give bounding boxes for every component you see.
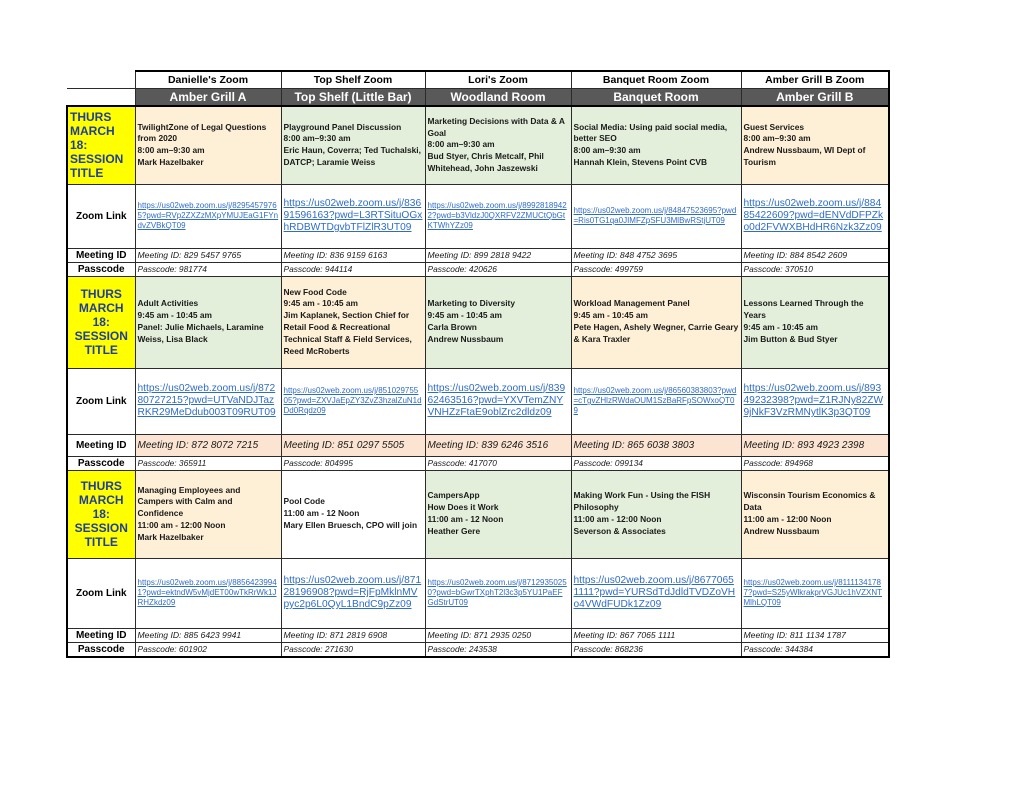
zoom-link-cell (741, 184, 889, 248)
session-line: New Food Code (283, 286, 347, 297)
zoom-header-amber-grill-a: Danielle's Zoom (135, 71, 281, 88)
zoom-link[interactable]: https://us02web.zoom.us/j/85102975505?pwd=ZXVJaEpZY3ZvZ3hzalZuN1dDd0Rqdz09 (283, 386, 422, 415)
session-line: Jim Button & Bud Styer (743, 333, 838, 344)
session-line: Carla Brown (427, 322, 477, 332)
session-cell (135, 276, 281, 368)
session-row (67, 276, 889, 368)
zoom-header-amber-grill-b: Amber Grill B Zoom (741, 71, 889, 88)
session-line: 11:00 am - 12 Noon (427, 514, 504, 524)
session-line: 8:00 am–9:30 am (743, 133, 811, 144)
meeting-id-label: Meeting ID (67, 248, 135, 262)
day-label-line: TITLE (84, 535, 118, 549)
session-line: Jim Kaplanek, Section Chief for Retail Food & Recreational Technical Staff & Field Services, Reed McRoberts (283, 310, 412, 356)
meeting-id-label: Meeting ID (67, 434, 135, 456)
session-line: 9:45 am - 10:45 am (427, 310, 502, 321)
session-line: 11:00 am - 12:00 Noon (573, 514, 662, 524)
session-cell (135, 106, 281, 184)
session-line: Adult Activities (137, 298, 199, 309)
day-label (67, 106, 135, 184)
day-label-line: MARCH (78, 493, 124, 507)
session-line: Andrew Nussbaum, WI Dept of Tourism (743, 145, 866, 168)
session-line: 11:00 am - 12:00 Noon (137, 519, 226, 530)
session-line: Pool Code (283, 496, 325, 507)
passcode-value: Passcode: 868236 (571, 642, 741, 657)
zoom-link-cell (571, 368, 741, 434)
meeting-id-value: Meeting ID: 899 2818 9422 (425, 248, 571, 262)
session-cell (741, 106, 889, 184)
session-cell (135, 470, 281, 558)
passcode-value: Passcode: 344384 (741, 642, 889, 657)
session-line: 8:00 am–9:30 am (137, 145, 205, 156)
room-header-row (67, 88, 889, 106)
zoom-header-banquet: Banquet Room Zoom (571, 71, 741, 88)
day-label-line: THURS (70, 110, 112, 125)
day-label-line: THURS (80, 287, 122, 301)
session-line: Andrew Nussbaum (427, 333, 504, 344)
meeting-id-value: Meeting ID: 811 1134 1787 (741, 628, 889, 642)
session-line: Playground Panel Discussion (283, 121, 402, 132)
session-line: 9:45 am - 10:45 am (137, 310, 212, 321)
passcode-label: Passcode (67, 456, 135, 470)
meeting-id-row (67, 434, 889, 456)
session-row (67, 470, 889, 558)
passcode-value: Passcode: 601902 (135, 642, 281, 657)
zoom-link-cell (425, 368, 571, 434)
session-cell (571, 276, 741, 368)
zoom-link[interactable]: https://us02web.zoom.us/j/89349232398?pwd=Z1RJNy82ZW9jNkF3VzRMNytlK3p3QT09 (743, 382, 884, 419)
day-label (67, 276, 135, 368)
day-label-line: SESSION (74, 329, 128, 343)
passcode-value: Passcode: 271630 (281, 642, 425, 657)
zoom-link[interactable]: https://us02web.zoom.us/j/82954579765?pwd=RVp2ZXZzMXpYMUJEaG1FYndvZVBkQT09 (137, 201, 279, 230)
corner-cell (67, 71, 135, 88)
zoom-link-label: Zoom Link (67, 368, 135, 434)
passcode-row (67, 642, 889, 657)
zoom-header-row (67, 71, 889, 88)
passcode-value: Passcode: 420626 (425, 262, 571, 276)
session-line: 8:00 am–9:30 am (427, 139, 495, 150)
session-line: How Does it Work (427, 502, 499, 513)
passcode-value: Passcode: 944114 (281, 262, 425, 276)
room-header-amber-grill-b: Amber Grill B (741, 88, 889, 106)
passcode-label: Passcode (67, 642, 135, 657)
zoom-link[interactable]: https://us02web.zoom.us/j/89928189422?pwd=b3VldzJ0QXRFV2ZMUCtQbGtKTWhYZz09 (427, 201, 567, 230)
passcode-label: Passcode (67, 262, 135, 276)
zoom-header-top-shelf: Top Shelf Zoom (281, 71, 425, 88)
session-line: Mary Ellen Bruesch, CPO will join (283, 519, 418, 530)
passcode-value: Passcode: 365911 (135, 456, 281, 470)
session-line: 9:45 am - 10:45 am (743, 322, 818, 332)
zoom-link[interactable]: https://us02web.zoom.us/j/81111341787?pwd=S25yWlkrakprVGJUc1hVZXNTMlhLQT09 (743, 578, 882, 607)
day-label-line: SESSION (70, 152, 124, 167)
session-cell (741, 470, 889, 558)
zoom-link-row (67, 368, 889, 434)
meeting-id-value: Meeting ID: 848 4752 3695 (571, 248, 741, 262)
corner-cell (67, 88, 135, 106)
day-label-line: SESSION (74, 521, 128, 535)
passcode-value: Passcode: 499759 (571, 262, 741, 276)
day-label-line: 18: (92, 315, 110, 329)
session-line: 8:00 am–9:30 am (573, 145, 641, 156)
meeting-id-value: Meeting ID: 836 9159 6163 (281, 248, 425, 262)
zoom-link[interactable]: https://us02web.zoom.us/j/88485422609?pwd=dENVdDFPZko0d2FVWXBHdHR6Nzk3Zz09 (743, 197, 884, 234)
session-cell (571, 470, 741, 558)
session-line: 9:45 am - 10:45 am (283, 298, 358, 309)
zoom-link-cell (281, 558, 425, 628)
zoom-link[interactable]: https://us02web.zoom.us/j/87280727215?pwd=UTVaNDJTazRKR29MeDdub003T09RUT09 (137, 382, 276, 419)
meeting-id-row (67, 248, 889, 262)
zoom-link[interactable]: https://us02web.zoom.us/j/86770651111?pwd=YURSdTdJdldTVDZoVHo4VWdFUDk1Zz09 (573, 574, 736, 611)
session-line: TwilightZone of Legal Questions from 2020 (137, 121, 267, 144)
day-label (67, 470, 135, 558)
meeting-id-value: Meeting ID: 851 0297 5505 (281, 434, 425, 456)
session-line: Andrew Nussbaum (743, 525, 820, 536)
session-line: Making Work Fun - Using the FISH Philosophy (573, 490, 711, 513)
session-line: Mark Hazelbaker (137, 157, 204, 168)
zoom-link-row (67, 184, 889, 248)
session-line: Managing Employees and Campers with Calm and Confidence (137, 484, 241, 519)
schedule-table (66, 70, 890, 658)
room-header-top-shelf: Top Shelf (Little Bar) (281, 88, 425, 106)
zoom-link[interactable]: https://us02web.zoom.us/j/87129350250?pwd=bGwrTXphT2l3c3p5YU1PaEFGdStrUT09 (427, 578, 567, 607)
meeting-id-value: Meeting ID: 867 7065 1111 (571, 628, 741, 642)
session-line: Panel: Julie Michaels, Laramine Weiss, Lisa Black (137, 322, 264, 344)
session-line: Social Media: Using paid social media, better SEO (573, 121, 728, 144)
zoom-link-cell (571, 558, 741, 628)
day-label-line: 18: (70, 138, 88, 153)
meeting-id-value: Meeting ID: 829 5457 9765 (135, 248, 281, 262)
zoom-link-label: Zoom Link (67, 558, 135, 628)
session-cell (281, 470, 425, 558)
zoom-link[interactable]: https://us02web.zoom.us/j/86560383803?pwd=cTgvZHlzRWdaOUM1SzBaRFpSOWxoQT09 (573, 386, 737, 415)
zoom-link[interactable]: https://us02web.zoom.us/j/83691596163?pwd=L3RTSituOGxhRDBWTDgvbTFlZlR3UT09 (283, 197, 423, 234)
session-line: 11:00 am - 12:00 Noon (743, 514, 832, 524)
meeting-id-value: Meeting ID: 865 6038 3803 (571, 434, 741, 456)
zoom-link-cell (135, 368, 281, 434)
day-label-line: THURS (80, 479, 122, 493)
zoom-link[interactable]: https://us02web.zoom.us/j/87128196908?pwd=RjFpMklnMVpyc2p6L0QyL1BndC9pZz09 (283, 574, 422, 611)
meeting-id-value: Meeting ID: 871 2819 6908 (281, 628, 425, 642)
day-label-line: MARCH (78, 301, 124, 315)
session-cell (741, 276, 889, 368)
session-line: CampersApp (427, 490, 480, 501)
session-line: 8:00 am–9:30 am (283, 133, 351, 144)
session-line: Pete Hagen, Ashely Wegner, Carrie Geary & Kara Traxler (573, 322, 739, 344)
session-line: Lessons Learned Through the Years (743, 298, 864, 321)
session-cell (281, 276, 425, 368)
room-header-woodland: Woodland Room (425, 88, 571, 106)
session-line: Eric Haun, Coverra; Ted Tuchalski, DATCP; Laramie Weiss (283, 145, 421, 168)
passcode-value: Passcode: 417070 (425, 456, 571, 470)
room-header-amber-grill-a: Amber Grill A (135, 88, 281, 106)
passcode-value: Passcode: 804995 (281, 456, 425, 470)
zoom-link-cell (281, 184, 425, 248)
zoom-link-cell (281, 368, 425, 434)
passcode-row (67, 262, 889, 276)
passcode-value: Passcode: 370510 (741, 262, 889, 276)
room-header-banquet: Banquet Room (571, 88, 741, 106)
session-line: Bud Styer, Chris Metcalf, Phil Whitehead, John Jaszewski (427, 151, 544, 173)
passcode-value: Passcode: 099134 (571, 456, 741, 470)
zoom-link-cell (741, 368, 889, 434)
zoom-link-cell (571, 184, 741, 248)
passcode-row (67, 456, 889, 470)
meeting-id-row (67, 628, 889, 642)
zoom-link[interactable]: https://us02web.zoom.us/j/88564239941?pwd=ektndW5vMjdET00wTkRrWk1JRHZkdz09 (137, 578, 277, 607)
meeting-id-value: Meeting ID: 884 8542 2609 (741, 248, 889, 262)
day-label-line: TITLE (70, 166, 104, 181)
session-line: 9:45 am - 10:45 am (573, 310, 648, 321)
session-line: Workload Management Panel (573, 298, 690, 309)
passcode-value: Passcode: 894968 (741, 456, 889, 470)
meeting-id-value: Meeting ID: 893 4923 2398 (741, 434, 889, 456)
zoom-link-cell (135, 558, 281, 628)
day-label-line: TITLE (84, 343, 118, 357)
meeting-id-value: Meeting ID: 871 2935 0250 (425, 628, 571, 642)
passcode-value: Passcode: 243538 (425, 642, 571, 657)
day-label-line: MARCH (70, 124, 115, 139)
session-line: Severson & Associates (573, 525, 666, 536)
meeting-id-value: Meeting ID: 872 8072 7215 (135, 434, 281, 456)
session-cell (425, 470, 571, 558)
zoom-link-label: Zoom Link (67, 184, 135, 248)
passcode-value: Passcode: 981774 (135, 262, 281, 276)
zoom-link-cell (741, 558, 889, 628)
meeting-id-value: Meeting ID: 839 6246 3516 (425, 434, 571, 456)
zoom-link[interactable]: https://us02web.zoom.us/j/83962463516?pwd=YXVTemZNYVNHZzFtaE9oblZrc2dldz09 (427, 382, 566, 419)
session-line: Guest Services (743, 121, 805, 132)
session-line: 11:00 am - 12 Noon (283, 508, 360, 519)
session-line: Wisconsin Tourism Economics & Data (743, 490, 876, 513)
meeting-id-label: Meeting ID (67, 628, 135, 642)
session-line: Mark Hazelbaker (137, 531, 204, 542)
session-cell (571, 106, 741, 184)
zoom-header-woodland: Lori's Zoom (425, 71, 571, 88)
zoom-link-cell (425, 184, 571, 248)
session-cell (425, 276, 571, 368)
session-cell (425, 106, 571, 184)
session-row (67, 106, 889, 184)
session-cell (281, 106, 425, 184)
session-line: Heather Gere (427, 525, 481, 536)
zoom-link-row (67, 558, 889, 628)
meeting-id-value: Meeting ID: 885 6423 9941 (135, 628, 281, 642)
zoom-link-cell (425, 558, 571, 628)
zoom-link[interactable]: https://us02web.zoom.us/j/84847523695?pwd=Ris0TG1qa0JIMFZpSFU3MlBwRStjUT09 (573, 206, 737, 225)
day-label-line: 18: (92, 507, 110, 521)
session-line: Hannah Klein, Stevens Point CVB (573, 157, 708, 168)
zoom-link-cell (135, 184, 281, 248)
session-line: Marketing Decisions with Data & A Goal (427, 115, 565, 138)
session-line: Marketing to Diversity (427, 298, 515, 309)
